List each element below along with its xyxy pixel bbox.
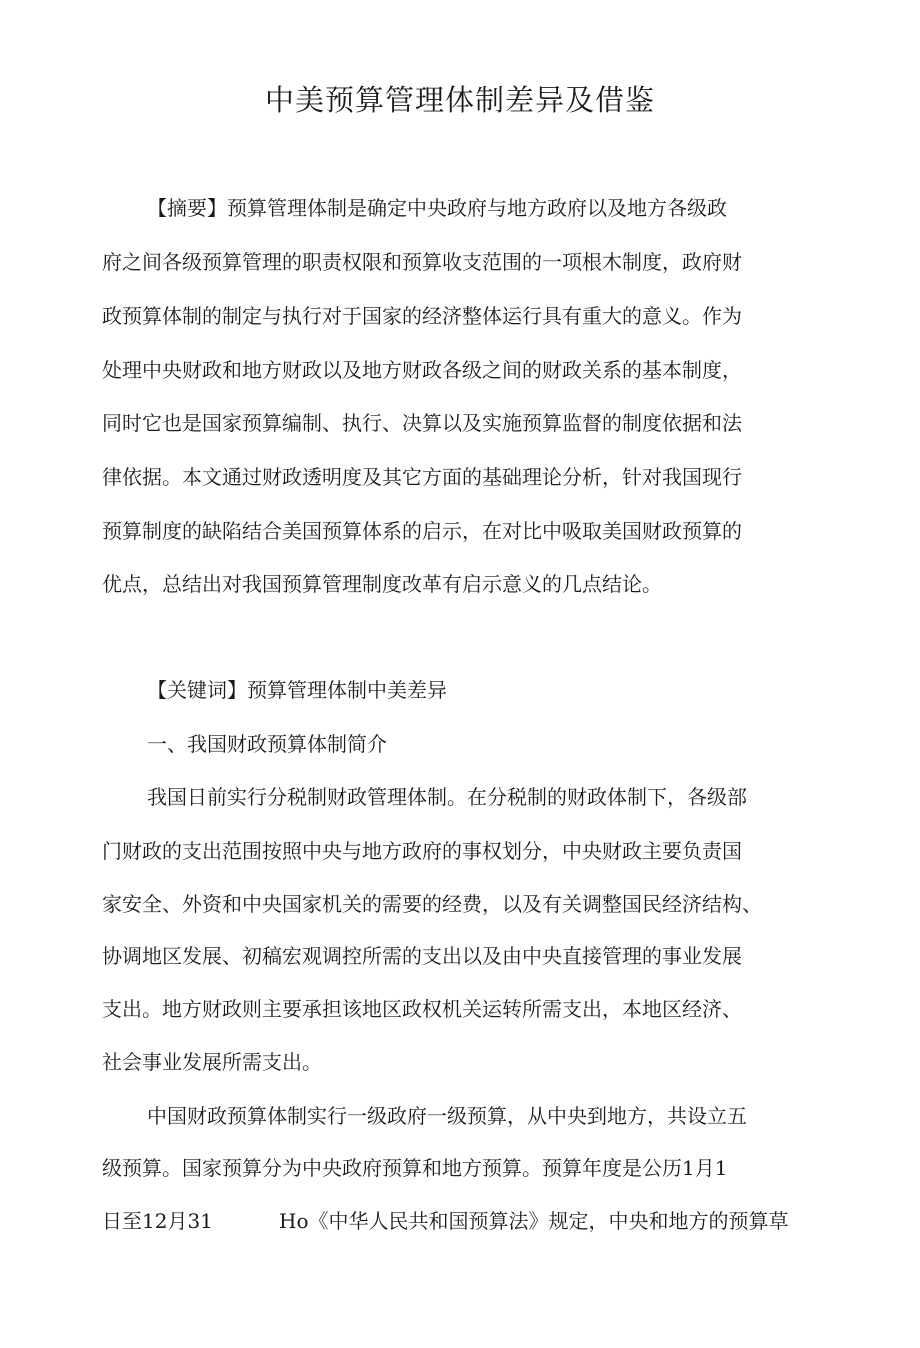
abstract-line: 同时它也是国家预算编制、执行、决算以及实施预算监督的制度依据和法 <box>102 411 742 435</box>
abstract-line: 预算制度的缺陷结合美国预算体系的启示，在对比中吸取美国财政预算的 <box>102 519 742 543</box>
paragraph-line: 家安全、外资和中央国家机关的需要的经费，以及有关调整国民经济结构、 <box>102 892 762 916</box>
abstract-line: 【摘要】预算管理体制是确定中央政府与地方政府以及地方各级政 <box>147 196 727 220</box>
paragraph-line-fragment: 日至12月31 <box>102 1209 213 1233</box>
keywords: 【关键词】预算管理体制中美差异 <box>147 678 447 702</box>
abstract-line: 政预算体制的制定与执行对于国家的经济整体运行具有重大的意义。作为 <box>102 304 742 328</box>
paragraph-line: 我国日前实行分税制财政管理体制。在分税制的财政体制下，各级部 <box>147 785 747 809</box>
abstract-line: 处理中央财政和地方财政以及地方财政各级之间的财政关系的基本制度， <box>102 358 742 382</box>
abstract-line: 府之间各级预算管理的职责权限和预算收支范围的一项根木制度，政府财 <box>102 250 742 274</box>
paragraph-line: 级预算。国家预算分为中央政府预算和地方预算。预算年度是公历1月1 <box>102 1156 728 1180</box>
paragraph-line: 中国财政预算体制实行一级政府一级预算，从中央到地方，共设立五 <box>147 1104 747 1128</box>
paragraph-line-fragment: Ho《中华人民共和国预算法》规定，中央和地方的预算草 <box>279 1209 789 1233</box>
abstract-line: 优点，总结出对我国预算管理制度改革有启示意义的几点结论。 <box>102 572 662 596</box>
paragraph-line: 门财政的支出范围按照中央与地方政府的事权划分，中央财政主要负责国 <box>102 839 742 863</box>
section-heading: 一、我国财政预算体制简介 <box>147 732 387 756</box>
document-title: 中美预算管理体制差异及借鉴 <box>264 83 655 117</box>
paragraph-line: 协调地区发展、初稿宏观调控所需的支出以及由中央直接管理的事业发展 <box>102 944 742 968</box>
paragraph-line: 社会事业发展所需支出。 <box>102 1050 322 1074</box>
paragraph-line: 支出。地方财政则主要承担该地区政权机关运转所需支出，本地区经济、 <box>102 997 742 1021</box>
abstract-line: 律依据。本文通过财政透明度及其它方面的基础理论分析，针对我国现行 <box>102 465 742 489</box>
